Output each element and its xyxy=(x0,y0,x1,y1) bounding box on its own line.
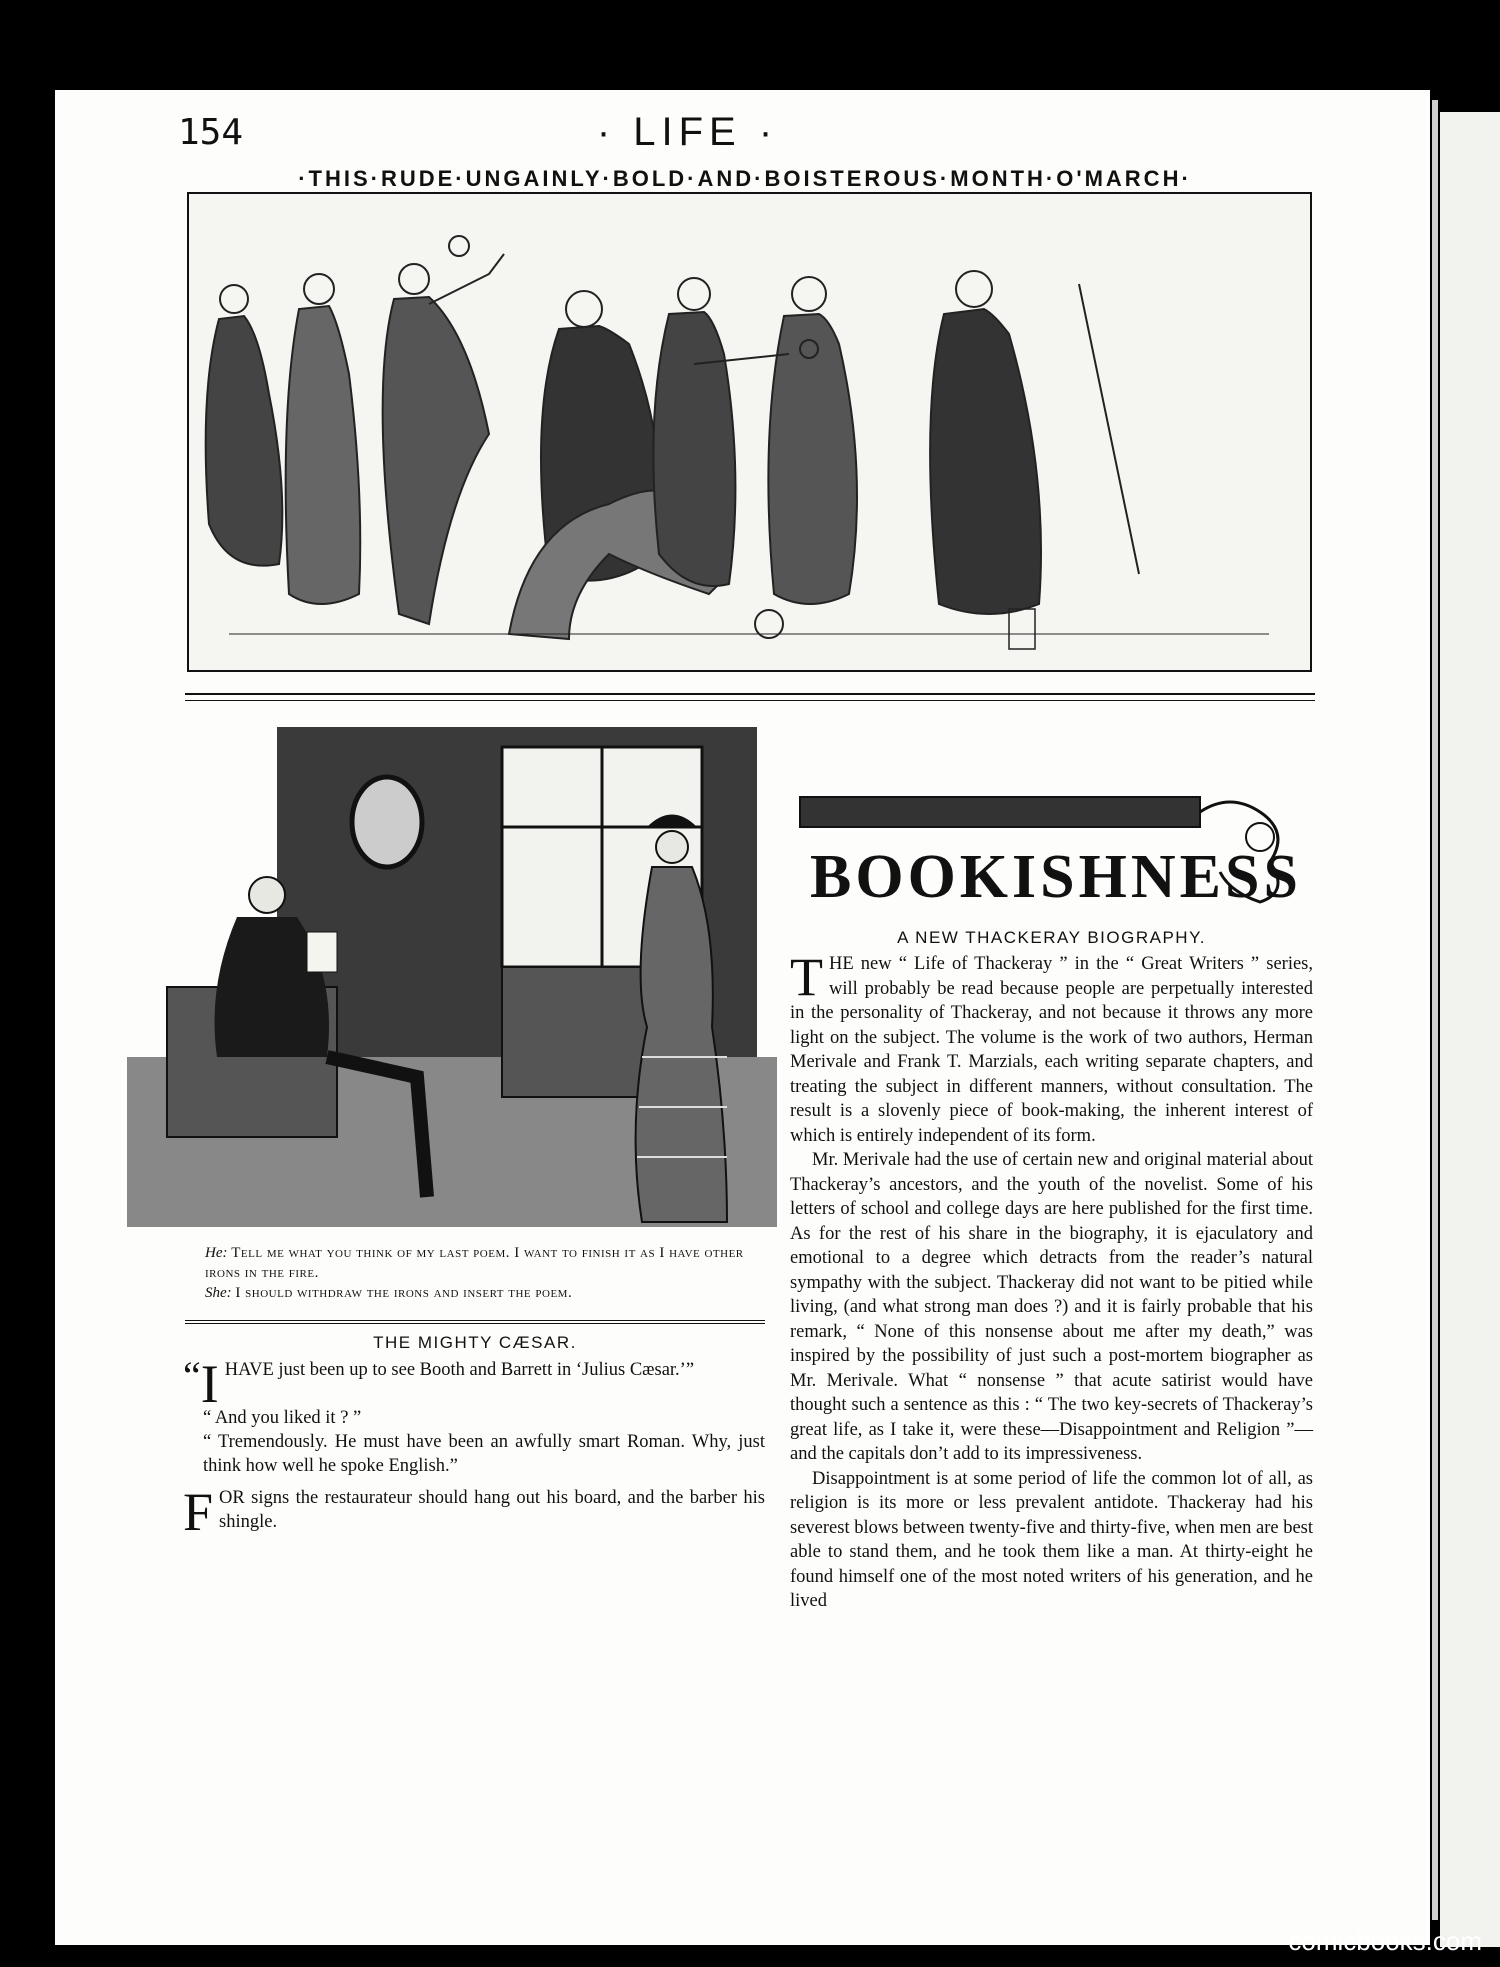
watermark: comicbooks.com xyxy=(1288,1926,1482,1956)
page-gutter xyxy=(1432,100,1438,1920)
she-label: She: xyxy=(205,1285,232,1301)
open-quote: “ xyxy=(183,1353,201,1398)
caesar-heading: THE MIGHTY CÆSAR. xyxy=(373,1333,577,1352)
he-line: Tell me what you think of my last poem. I want to finish it as I have other irons in the fire. xyxy=(205,1245,744,1281)
caesar-line-2: “ And you liked it ? ” xyxy=(203,1408,362,1428)
magazine-title: · LIFE · xyxy=(596,110,779,154)
thackeray-article xyxy=(790,947,1313,1614)
bookishness-heading-art xyxy=(790,792,1315,922)
thackeray-drop-cap: T xyxy=(790,947,823,1007)
thackeray-p2: Mr. Merivale had the use of certain new and original material about Thackeray’s ancestors, and the youth of the novelist. Some of his letters of school and college days are here published for the first time. As for the rest of his share in the biography, it is ejaculatory and emotional to a degree which detracts from the reader’s natural sympathy with the subject. Thackeray did not want to be pitied while living, (and what strong man does ?) and it is fairly probable that his remark, “ None of this nonsense about me after my death,” was inspired by the possibility of just such a post-mortem biographer as Mr. Merivale. What “ nonsense ” that acute satirist would have thought such a sentence as this : “ The two key-secrets of Thackeray’s great life, as I take it, were these—Disappointment and Religion ”—and the capitals don’t add to its impressiveness. xyxy=(790,1150,1313,1464)
room-drawing xyxy=(127,727,777,1232)
banner-caption: ·THIS·RUDE·UNGAINLY·BOLD·AND·BOISTEROUS·MONTH·O'MARCH· xyxy=(298,166,1192,191)
procession-illustration xyxy=(187,192,1312,672)
room-cartoon-illustration xyxy=(127,727,777,1232)
thackeray-p1: HE new “ Life of Thackeray ” in the “ Great Writers ” series, will probably be read because people are perpetually interested in the personality of Thackeray, and not because it throws any more light on the subject. The volume is the work of two authors, Herman Merivale and Frank T. Marzials, each writing separate chapters, and treating the subject in different manners, without consultation. The result is a slovenly piece of book-making, the inherent interest of which is entirely independent of its form. xyxy=(790,954,1313,1146)
procession-drawing xyxy=(189,194,1310,670)
caesar-line-1: HAVE just been up to see Booth and Barrett in ‘Julius Cæsar.’” xyxy=(224,1360,695,1380)
he-label: He: xyxy=(205,1245,228,1261)
next-page-edge xyxy=(1440,112,1500,1947)
figure-1 xyxy=(206,285,283,566)
cartoon-caption xyxy=(175,1243,760,1303)
page-number: 154 xyxy=(178,112,244,153)
bookishness-text: BOOKISHNESS xyxy=(810,843,1302,911)
caesar-line-3: “ Tremendously. He must have been an awfully smart Roman. Why, just think how well he spoke English.” xyxy=(203,1432,765,1476)
signs-drop-cap: F xyxy=(183,1482,214,1542)
bookishness-svg xyxy=(790,792,1315,922)
she-line: I should withdraw the irons and insert the poem. xyxy=(235,1285,573,1301)
signs-text: OR signs the restaurateur should hang out his board, and the barber his shingle. xyxy=(219,1488,765,1532)
section-divider xyxy=(185,693,1315,701)
signs-article xyxy=(183,1482,765,1542)
caesar-article xyxy=(183,1353,765,1478)
caesar-drop-cap: I xyxy=(200,1354,219,1414)
caption-divider xyxy=(185,1320,765,1324)
thackeray-p3: Disappointment is at some period of life the common lot of all, as religion is its more or less prevalent antidote. Thackeray had his severest blows between twenty-five and thirty-five, when men are best able to stand them, and he took them like a man. At thirty-eight he found himself one of the most noted writers of his generation, and he lived xyxy=(790,1468,1313,1611)
thackeray-heading: A NEW THACKERAY BIOGRAPHY. xyxy=(897,928,1206,947)
